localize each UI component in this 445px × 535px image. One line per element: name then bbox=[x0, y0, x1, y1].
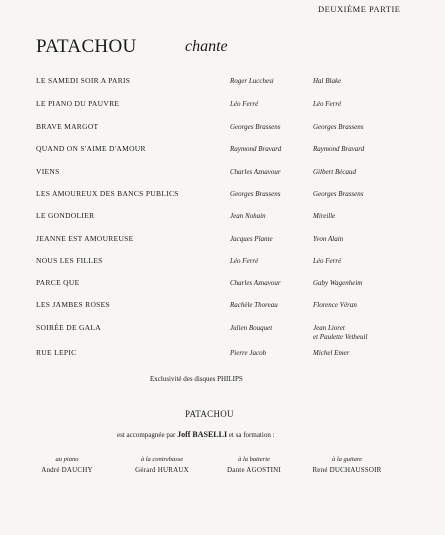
song-composer: Gilbert Bécaud bbox=[313, 168, 356, 176]
song-lyricist: Jacques Plante bbox=[230, 235, 273, 243]
song-composer: Léo Ferré bbox=[313, 257, 342, 265]
song-row bbox=[0, 300, 445, 314]
bandleader-name: Joff BASELLI bbox=[177, 430, 228, 439]
song-title: PARCE QUE bbox=[36, 278, 80, 287]
song-row bbox=[0, 144, 445, 158]
song-title: NOUS LES FILLES bbox=[36, 256, 103, 265]
section-heading: DEUXIÈME PARTIE bbox=[318, 4, 401, 14]
song-row bbox=[0, 348, 445, 362]
song-lyricist: Charles Aznavour bbox=[230, 279, 281, 287]
song-lyricist: Jean Nohain bbox=[230, 212, 266, 220]
musician bbox=[22, 456, 112, 474]
song-composer: Georges Brassens bbox=[313, 190, 364, 198]
song-title: LES AMOUREUX DES BANCS PUBLICS bbox=[36, 189, 179, 198]
accompaniment-text: est accompagnée par bbox=[117, 431, 176, 439]
song-lyricist: Julien Bouquet bbox=[230, 324, 273, 332]
song-lyricist: Léo Ferré bbox=[230, 257, 259, 265]
song-lyricist: Charles Aznavour bbox=[230, 168, 281, 176]
song-title: LE GONDOLIER bbox=[36, 211, 95, 220]
song-lyricist: Raymond Bravard bbox=[230, 145, 282, 153]
record-label-note: Exclusivité des disques PHILIPS bbox=[150, 375, 243, 383]
song-composer: Michel Emer bbox=[313, 349, 350, 357]
song-composer: Gaby Wagenheim bbox=[313, 279, 363, 287]
song-lyricist: Georges Brassens bbox=[230, 123, 281, 131]
musician-name: René DUCHAUSSOIR bbox=[312, 466, 382, 474]
musician-role: au piano bbox=[55, 456, 79, 463]
musician-role: à la batterie bbox=[238, 456, 270, 463]
song-title: RUE LEPIC bbox=[36, 348, 77, 357]
song-title: SOIRÉE DE GALA bbox=[36, 323, 102, 332]
song-row bbox=[0, 234, 445, 248]
song-lyricist: Georges Brassens bbox=[230, 190, 281, 198]
title-verb: chante bbox=[185, 38, 228, 55]
song-lyricist: Roger Lucchesi bbox=[230, 77, 274, 85]
musician-role: à la contrebasse bbox=[140, 456, 184, 463]
song-title: LES JAMBES ROSES bbox=[36, 300, 110, 309]
song-composer: Raymond Bravard bbox=[313, 145, 365, 153]
song-composer-line: Jean Lioret bbox=[313, 324, 345, 332]
song-composer: Léo Ferré bbox=[313, 100, 342, 108]
song-composer bbox=[313, 324, 367, 342]
song-row bbox=[0, 256, 445, 270]
accompaniment-text: et sa formation : bbox=[228, 431, 275, 439]
musician bbox=[302, 456, 392, 474]
song-composer: Yvon Alain bbox=[313, 235, 344, 243]
artist-title: PATACHOU bbox=[36, 36, 137, 57]
song-composer-line: et Paulette Vetheuil bbox=[313, 333, 368, 341]
musician-name: Gérard HURAUX bbox=[135, 466, 189, 474]
song-row bbox=[0, 278, 445, 292]
song-row bbox=[0, 122, 445, 136]
song-row bbox=[0, 211, 445, 225]
musician bbox=[117, 456, 207, 474]
song-title: LE SAMEDI SOIR A PARIS bbox=[36, 76, 131, 85]
song-title: JEANNE EST AMOUREUSE bbox=[36, 234, 134, 243]
song-composer: Hal Blake bbox=[313, 77, 342, 85]
musician-name: André DAUCHY bbox=[41, 466, 93, 474]
song-row bbox=[0, 167, 445, 181]
song-title: QUAND ON S'AIME D'AMOUR bbox=[36, 144, 146, 153]
musician bbox=[209, 456, 299, 474]
song-lyricist: Pierre Jacob bbox=[230, 349, 267, 357]
song-title: VIENS bbox=[36, 167, 60, 176]
musician-role: à la guitare bbox=[331, 456, 363, 463]
song-row bbox=[0, 323, 445, 343]
song-title: LE PIANO DU PAUVRE bbox=[36, 99, 120, 108]
song-lyricist: Rachèle Thoreau bbox=[230, 301, 278, 309]
song-title: BRAVE MARGOT bbox=[36, 122, 99, 131]
song-row bbox=[0, 99, 445, 113]
song-composer: Florence Véran bbox=[313, 301, 357, 309]
artist-subtitle: PATACHOU bbox=[185, 409, 234, 419]
song-row bbox=[0, 189, 445, 203]
song-row bbox=[0, 76, 445, 90]
musician-name: Dante AGOSTINI bbox=[227, 466, 281, 474]
song-lyricist: Léo Ferré bbox=[230, 100, 259, 108]
accompaniment-line bbox=[117, 430, 275, 439]
song-composer: Mireille bbox=[313, 212, 336, 220]
song-composer: Georges Brassens bbox=[313, 123, 364, 131]
